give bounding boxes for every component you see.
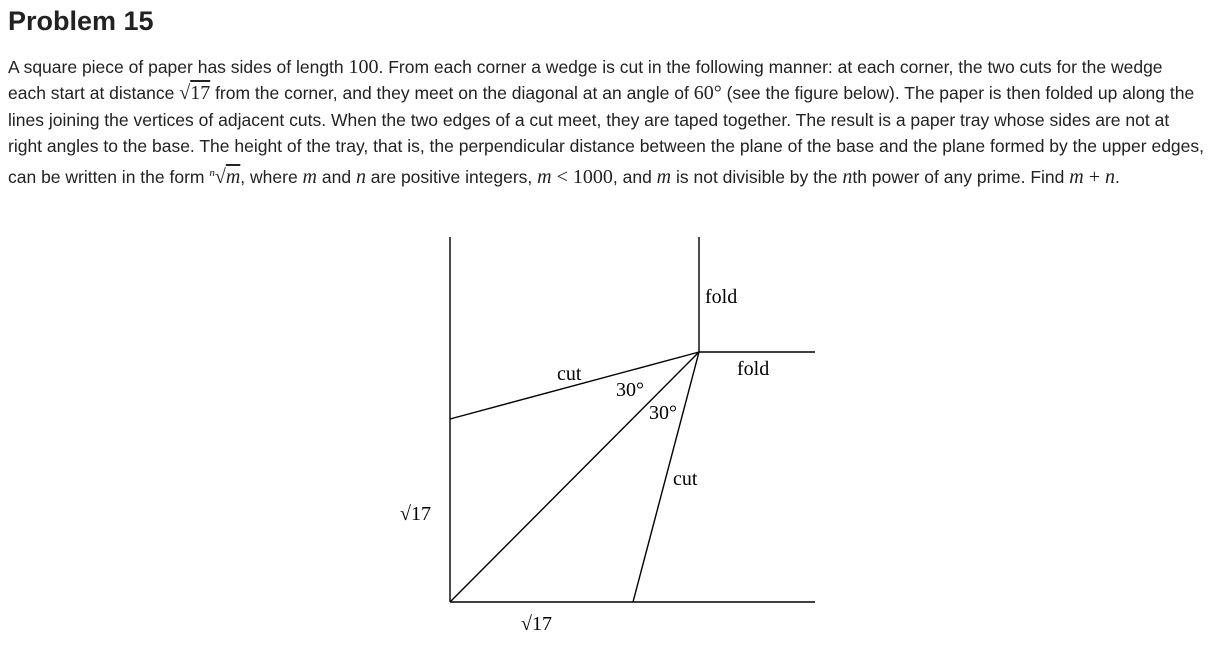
- cut-angle: 60°: [693, 82, 722, 105]
- root-radicand: m: [225, 165, 241, 188]
- var-n: n: [1104, 165, 1115, 188]
- label-cut-lower: cut: [673, 468, 698, 490]
- problem-text: are positive integers,: [365, 166, 538, 187]
- problem-text: , where: [240, 166, 303, 187]
- var-m: m: [537, 165, 552, 188]
- root-index: n: [209, 166, 215, 179]
- var-m: m: [1069, 165, 1084, 188]
- side-length: 100: [348, 56, 379, 78]
- var-m: m: [656, 165, 672, 188]
- sqrt-radicand: 17: [190, 82, 211, 105]
- var-n: n: [355, 165, 366, 188]
- plus-sign: +: [1083, 165, 1105, 188]
- less-than: <: [551, 165, 573, 188]
- problem-text: is not divisible by the: [671, 166, 843, 187]
- label-cut-upper: cut: [557, 363, 582, 385]
- root-symbol: √: [214, 165, 226, 188]
- label-fold-top: fold: [705, 286, 738, 308]
- problem-title: Problem 15: [8, 6, 154, 36]
- diagonal-line: [450, 352, 699, 602]
- label-angle-right: 30°: [649, 402, 677, 424]
- problem-text: from the corner, and they meet on the diagonal at an angle of: [210, 83, 694, 104]
- problem-text: , and: [612, 166, 657, 187]
- problem-text: th power of any prime. Find: [852, 166, 1070, 187]
- bound-value: 1000: [572, 165, 613, 188]
- problem-text: and: [317, 166, 356, 187]
- problem-text: A square piece of paper has sides of length: [8, 57, 349, 77]
- problem-text: . From each corner a wedge is cut in the following manner: at each corner, the two cuts for the wedge each start at distance: [8, 57, 1163, 104]
- label-angle-left: 30°: [616, 379, 644, 401]
- label-sqrt17-bottom: √17: [521, 613, 552, 635]
- var-m: m: [302, 165, 317, 188]
- label-sqrt17-left: √17: [400, 503, 431, 525]
- sqrt-symbol: √: [179, 82, 191, 105]
- problem-text: .: [1114, 166, 1120, 187]
- var-n: n: [842, 165, 853, 188]
- problem-text: (see the figure below). The paper is then folded up along the lines joining the vertices of adjacent cuts. When the two edges of a cut meet, they are taped together. The result is a paper tray whose sides are not at right angles to the base. The height of the tray, that is, the perpendicular distance between the plane of the base and the plane formed by the upper edges, can be written in the form: [8, 83, 1204, 187]
- label-fold-right: fold: [737, 358, 770, 380]
